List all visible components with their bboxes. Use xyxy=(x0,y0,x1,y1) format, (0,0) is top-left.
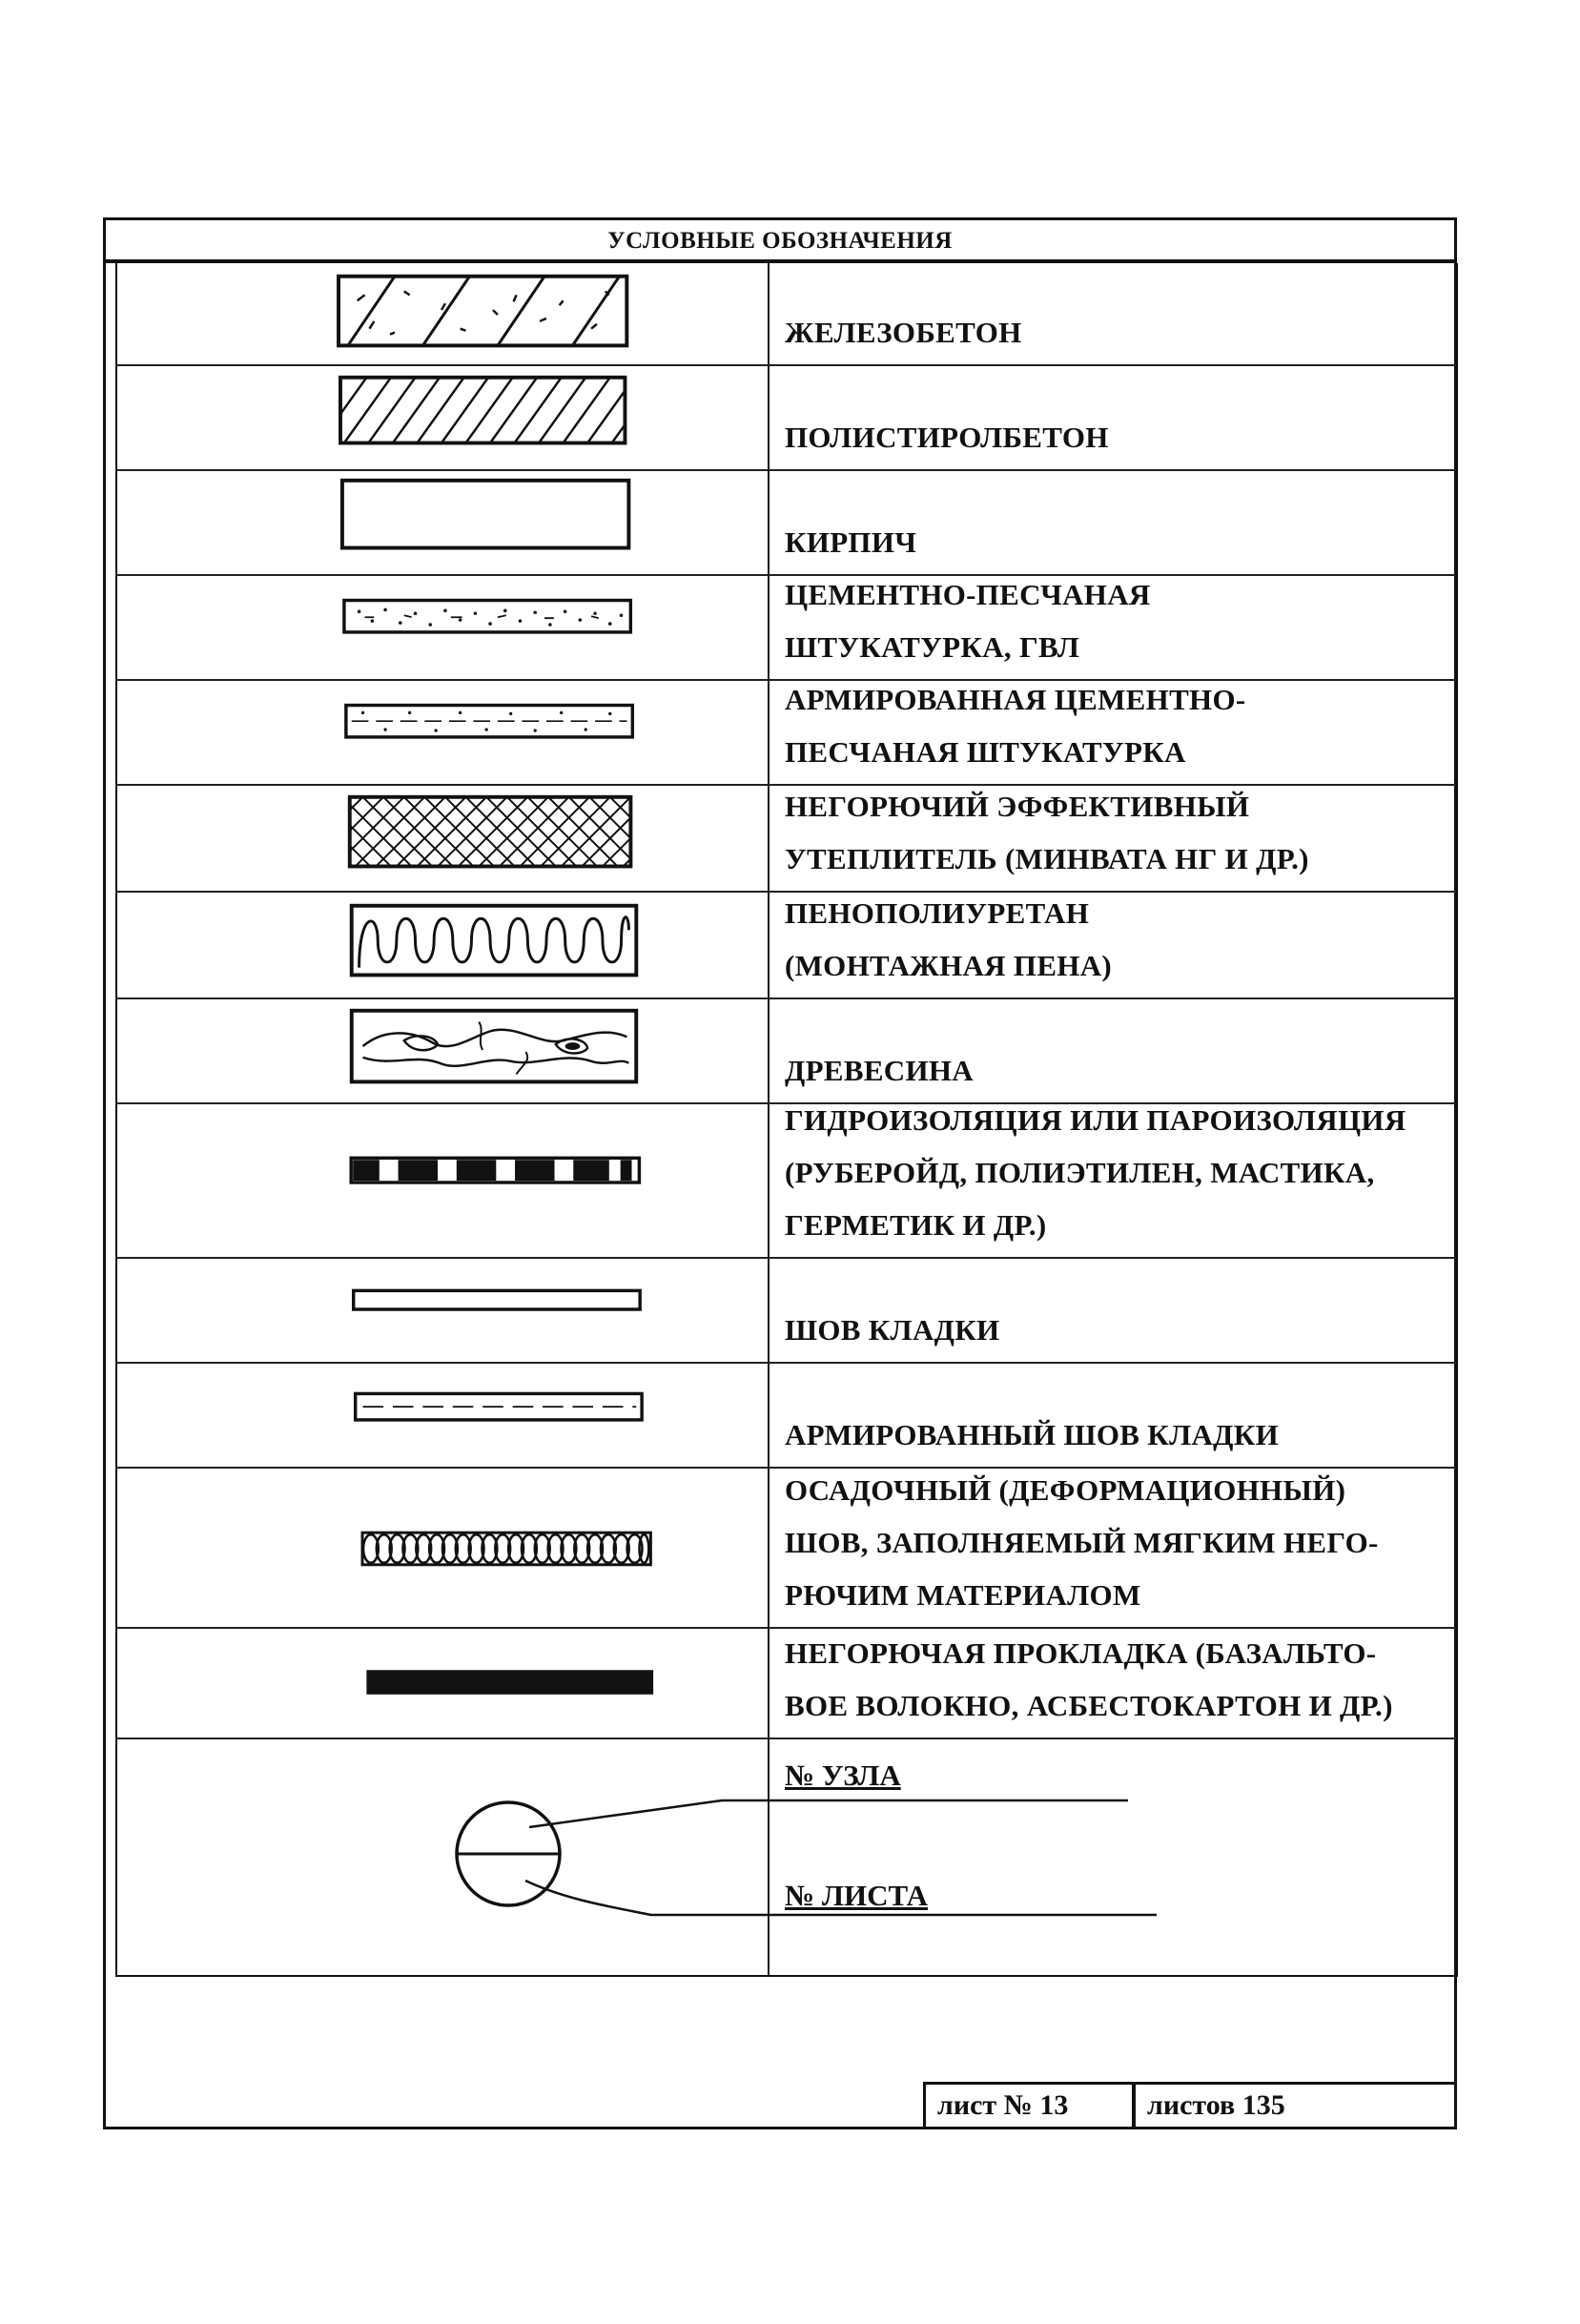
legend-label: АРМИРОВАННЫЙ ШОВ КЛАДКИ xyxy=(785,1418,1279,1451)
legend-row-reinforced-plaster xyxy=(117,681,1456,786)
masonry-joint-icon xyxy=(117,1259,768,1362)
title-block-stamp xyxy=(923,2082,1457,2129)
legend-row-polystyrene-concrete xyxy=(117,366,1456,471)
sheet-number-label: № ЛИСТА xyxy=(785,1879,929,1912)
legend-row-insulation xyxy=(117,786,1456,893)
legend-row-masonry-joint xyxy=(117,1259,1456,1364)
legend-label: ПОЛИСТИРОЛБЕТОН xyxy=(785,421,1109,454)
brick-blank-icon xyxy=(117,471,768,574)
node-number-label: № УЗЛА xyxy=(785,1758,901,1792)
legend-row-foam xyxy=(117,893,1456,999)
legend-label: ОСАДОЧНЫЙ (ДЕФОРМАЦИОННЫЙ) ШОВ, ЗАПОЛНЯЕМЫЙ МЯГКИМ НЕГО- РЮЧИМ МАТЕРИАЛОМ xyxy=(785,1473,1379,1612)
expansion-joint-coils-icon xyxy=(117,1469,768,1627)
sheet-number-cell: лист № 13 xyxy=(926,2085,1136,2127)
plaster-dots-icon xyxy=(117,576,768,679)
legend-row-plaster xyxy=(117,576,1456,681)
insulation-crosshatch-icon xyxy=(117,786,768,891)
foam-wave-icon xyxy=(117,893,768,997)
legend-label: КИРПИЧ xyxy=(785,525,917,559)
legend-label: ГИДРОИЗОЛЯЦИЯ ИЛИ ПАРОИЗОЛЯЦИЯ (РУБЕРОЙД, ПОЛИЭТИЛЕН, МАСТИКА, ГЕРМЕТИК И ДР.) xyxy=(785,1103,1406,1242)
polystyrene-concrete-hatch-icon xyxy=(117,366,768,469)
page-title: УСЛОВНЫЕ ОБОЗНАЧЕНИЯ xyxy=(106,220,1454,263)
reinforced-concrete-hatch-icon xyxy=(117,263,768,364)
legend-row-brick xyxy=(117,471,1456,576)
total-sheets-cell: листов 135 xyxy=(1147,2089,1285,2121)
legend-label: АРМИРОВАННАЯ ЦЕМЕНТНО- ПЕСЧАНАЯ ШТУКАТУРКА xyxy=(785,683,1246,769)
legend-label: ЖЕЛЕЗОБЕТОН xyxy=(785,316,1022,349)
reinforced-masonry-joint-icon xyxy=(117,1364,768,1467)
legend-row-wood xyxy=(117,999,1456,1104)
fireproof-gasket-solid-icon xyxy=(117,1629,768,1738)
wood-grain-icon xyxy=(117,999,768,1102)
reinforced-plaster-icon xyxy=(117,681,768,784)
legend-label: ПЕНОПОЛИУРЕТАН (МОНТАЖНАЯ ПЕНА) xyxy=(785,896,1113,982)
legend-row-reinforced-concrete xyxy=(117,263,1456,366)
legend-row-node-callout xyxy=(117,1739,1456,1977)
waterproofing-dashes-icon xyxy=(117,1104,768,1257)
legend-label: ДРЕВЕСИНА xyxy=(785,1054,974,1087)
legend-label: НЕГОРЮЧИЙ ЭФФЕКТИВНЫЙ УТЕПЛИТЕЛЬ (МИНВАТА НГ И ДР.) xyxy=(785,790,1309,875)
legend-row-reinforced-masonry-joint xyxy=(117,1364,1456,1469)
legend-table xyxy=(115,263,1458,1977)
legend-row-expansion-joint xyxy=(117,1469,1456,1629)
legend-row-waterproofing xyxy=(117,1104,1456,1259)
legend-label: НЕГОРЮЧАЯ ПРОКЛАДКА (БАЗАЛЬТО- ВОЕ ВОЛОКНО, АСБЕСТОКАРТОН И ДР.) xyxy=(785,1636,1393,1722)
drawing-sheet xyxy=(103,217,1457,2129)
legend-label: ШОВ КЛАДКИ xyxy=(785,1313,1000,1347)
legend-row-fireproof-gasket xyxy=(117,1629,1456,1739)
node-callout-circle-icon xyxy=(117,1739,768,1977)
legend-label: ЦЕМЕНТНО-ПЕСЧАНАЯ ШТУКАТУРКА, ГВЛ xyxy=(785,578,1151,664)
